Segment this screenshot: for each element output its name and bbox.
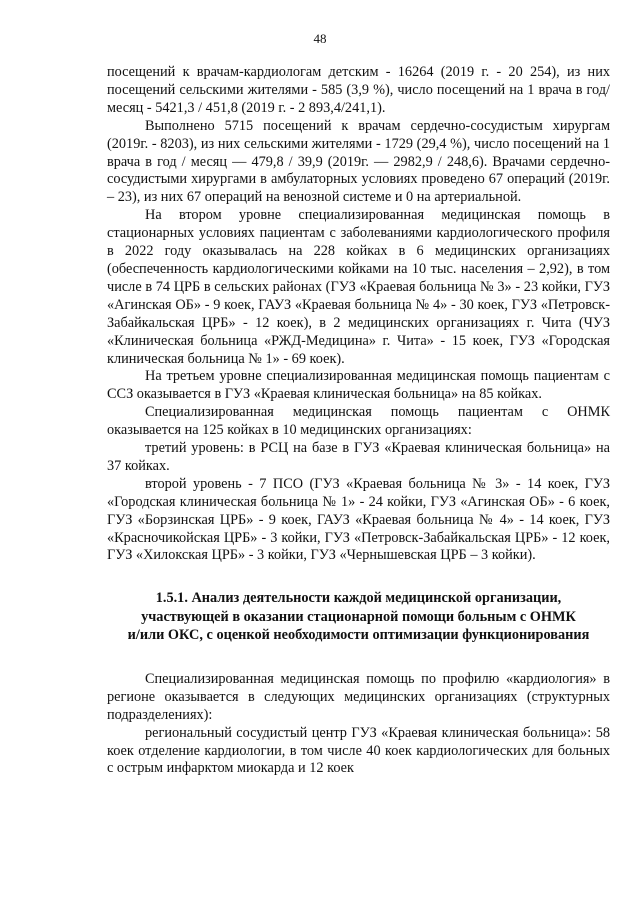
paragraph-third-level: На третьем уровне специализированная медицинская помощь пациентам с ССЗ оказывается в ГУЗ «Краевая клиническая больница» на 85 койках. (107, 368, 610, 403)
paragraph-onmk-beds: Специализированная медицинская помощь пациентам с ОНМК оказывается на 125 койках в 10 медицинских организациях: (107, 404, 610, 439)
paragraph-regional-vascular-center: региональный сосудистый центр ГУЗ «Краевая клиническая больница»: 58 коек отделение кардиологии, в том числе 40 коек кардиологических для больных с острым инфарктом миокарда и 12 коек (107, 724, 610, 777)
paragraph-cardiology-profile: Специализированная медицинская помощь по профилю «кардиология» в регионе оказывается в следующих медицинских организациях (структурных подразделениях): (107, 670, 610, 723)
paragraph-onmk-second-level: второй уровень - 7 ПСО (ГУЗ «Краевая больница № 3» - 14 коек, ГУЗ «Городская клиническая больница № 1» - 24 койки, ГУЗ «Агинская ОБ» - 6 коек, ГУЗ «Борзинская ЦРБ» - 9 коек, ГАУЗ «Краевая больница № 4» - 14 коек, ГУЗ «Красночикойская ЦРБ» - 3 койки, ГУЗ «Петровск-Забайкальская ЦРБ» - 12 коек, ГУЗ «Хилокская ЦРБ» - 3 койки, ГУЗ «Чернышевская ЦРБ – 3 койки). (107, 475, 610, 564)
paragraph-onmk-third-level: третий уровень: в РСЦ на базе в ГУЗ «Краевая клиническая больница» на 37 койках. (107, 440, 610, 474)
page-number: 48 (313, 31, 327, 46)
document-body (107, 64, 610, 778)
paragraph-cardiologist-visits: посещений к врачам-кардиологам детским - 16264 (2019 г. - 20 254), из них посещений сельскими жителями - 585 (3,9 %), число посещений на 1 врача в год/месяц - 5421,3 / 451,8 (2019 г. - 2 893,4/241,1). (107, 64, 610, 116)
section-heading (107, 589, 610, 645)
section-heading-line-3: и/или ОКС, с оценкой необходимости оптимизации функционирования (127, 627, 590, 644)
paragraph-second-level: На втором уровне специализированная медицинская помощь в стационарных условиях пациентам с заболеваниями кардиологического профиля в 2022 году оказывалась на 228 койках в 6 медицинских организациях (обеспеченность кардиологическими койками на 10 тыс. населения – 2,92), в том числе в 74 ЦРБ в сельских районах (ГУЗ «Краевая больница № 3» - 23 койки, ГУЗ «Агинская ОБ» - 9 коек, ГАУЗ «Краевая больница № 4» - 30 коек, ГУЗ «Петровск-Забайкальская ЦРБ» - 12 коек), в 2 медицинских организациях г. Чита (ЧУЗ «Клиническая больница «РЖД-Медицина» г. Чита» - 15 коек, ГУЗ «Городская клиническая больница № 1» - 69 коек). (107, 207, 610, 367)
section-heading-line-1: 1.5.1. Анализ деятельности каждой медицинской организации, (155, 590, 562, 607)
section-heading-line-2: участвующей в оказании стационарной помощи больным с ОНМК (141, 608, 576, 625)
paragraph-vascular-surgeons: Выполнено 5715 посещений к врачам сердечно-сосудистым хирургам (2019г. - 8203), из них сельскими жителями - 1729 (29,4 %), число посещений на 1 врача в год / месяц — 479,8 / 39,9 (2019г. — 2982,9 / 248,6). Врачами сердечно-сосудистыми хирургами в амбулаторных условиях проведено 67 операций (2019г. – 23), из них 67 операций на венозной системе и 0 на артериальной. (107, 117, 610, 206)
